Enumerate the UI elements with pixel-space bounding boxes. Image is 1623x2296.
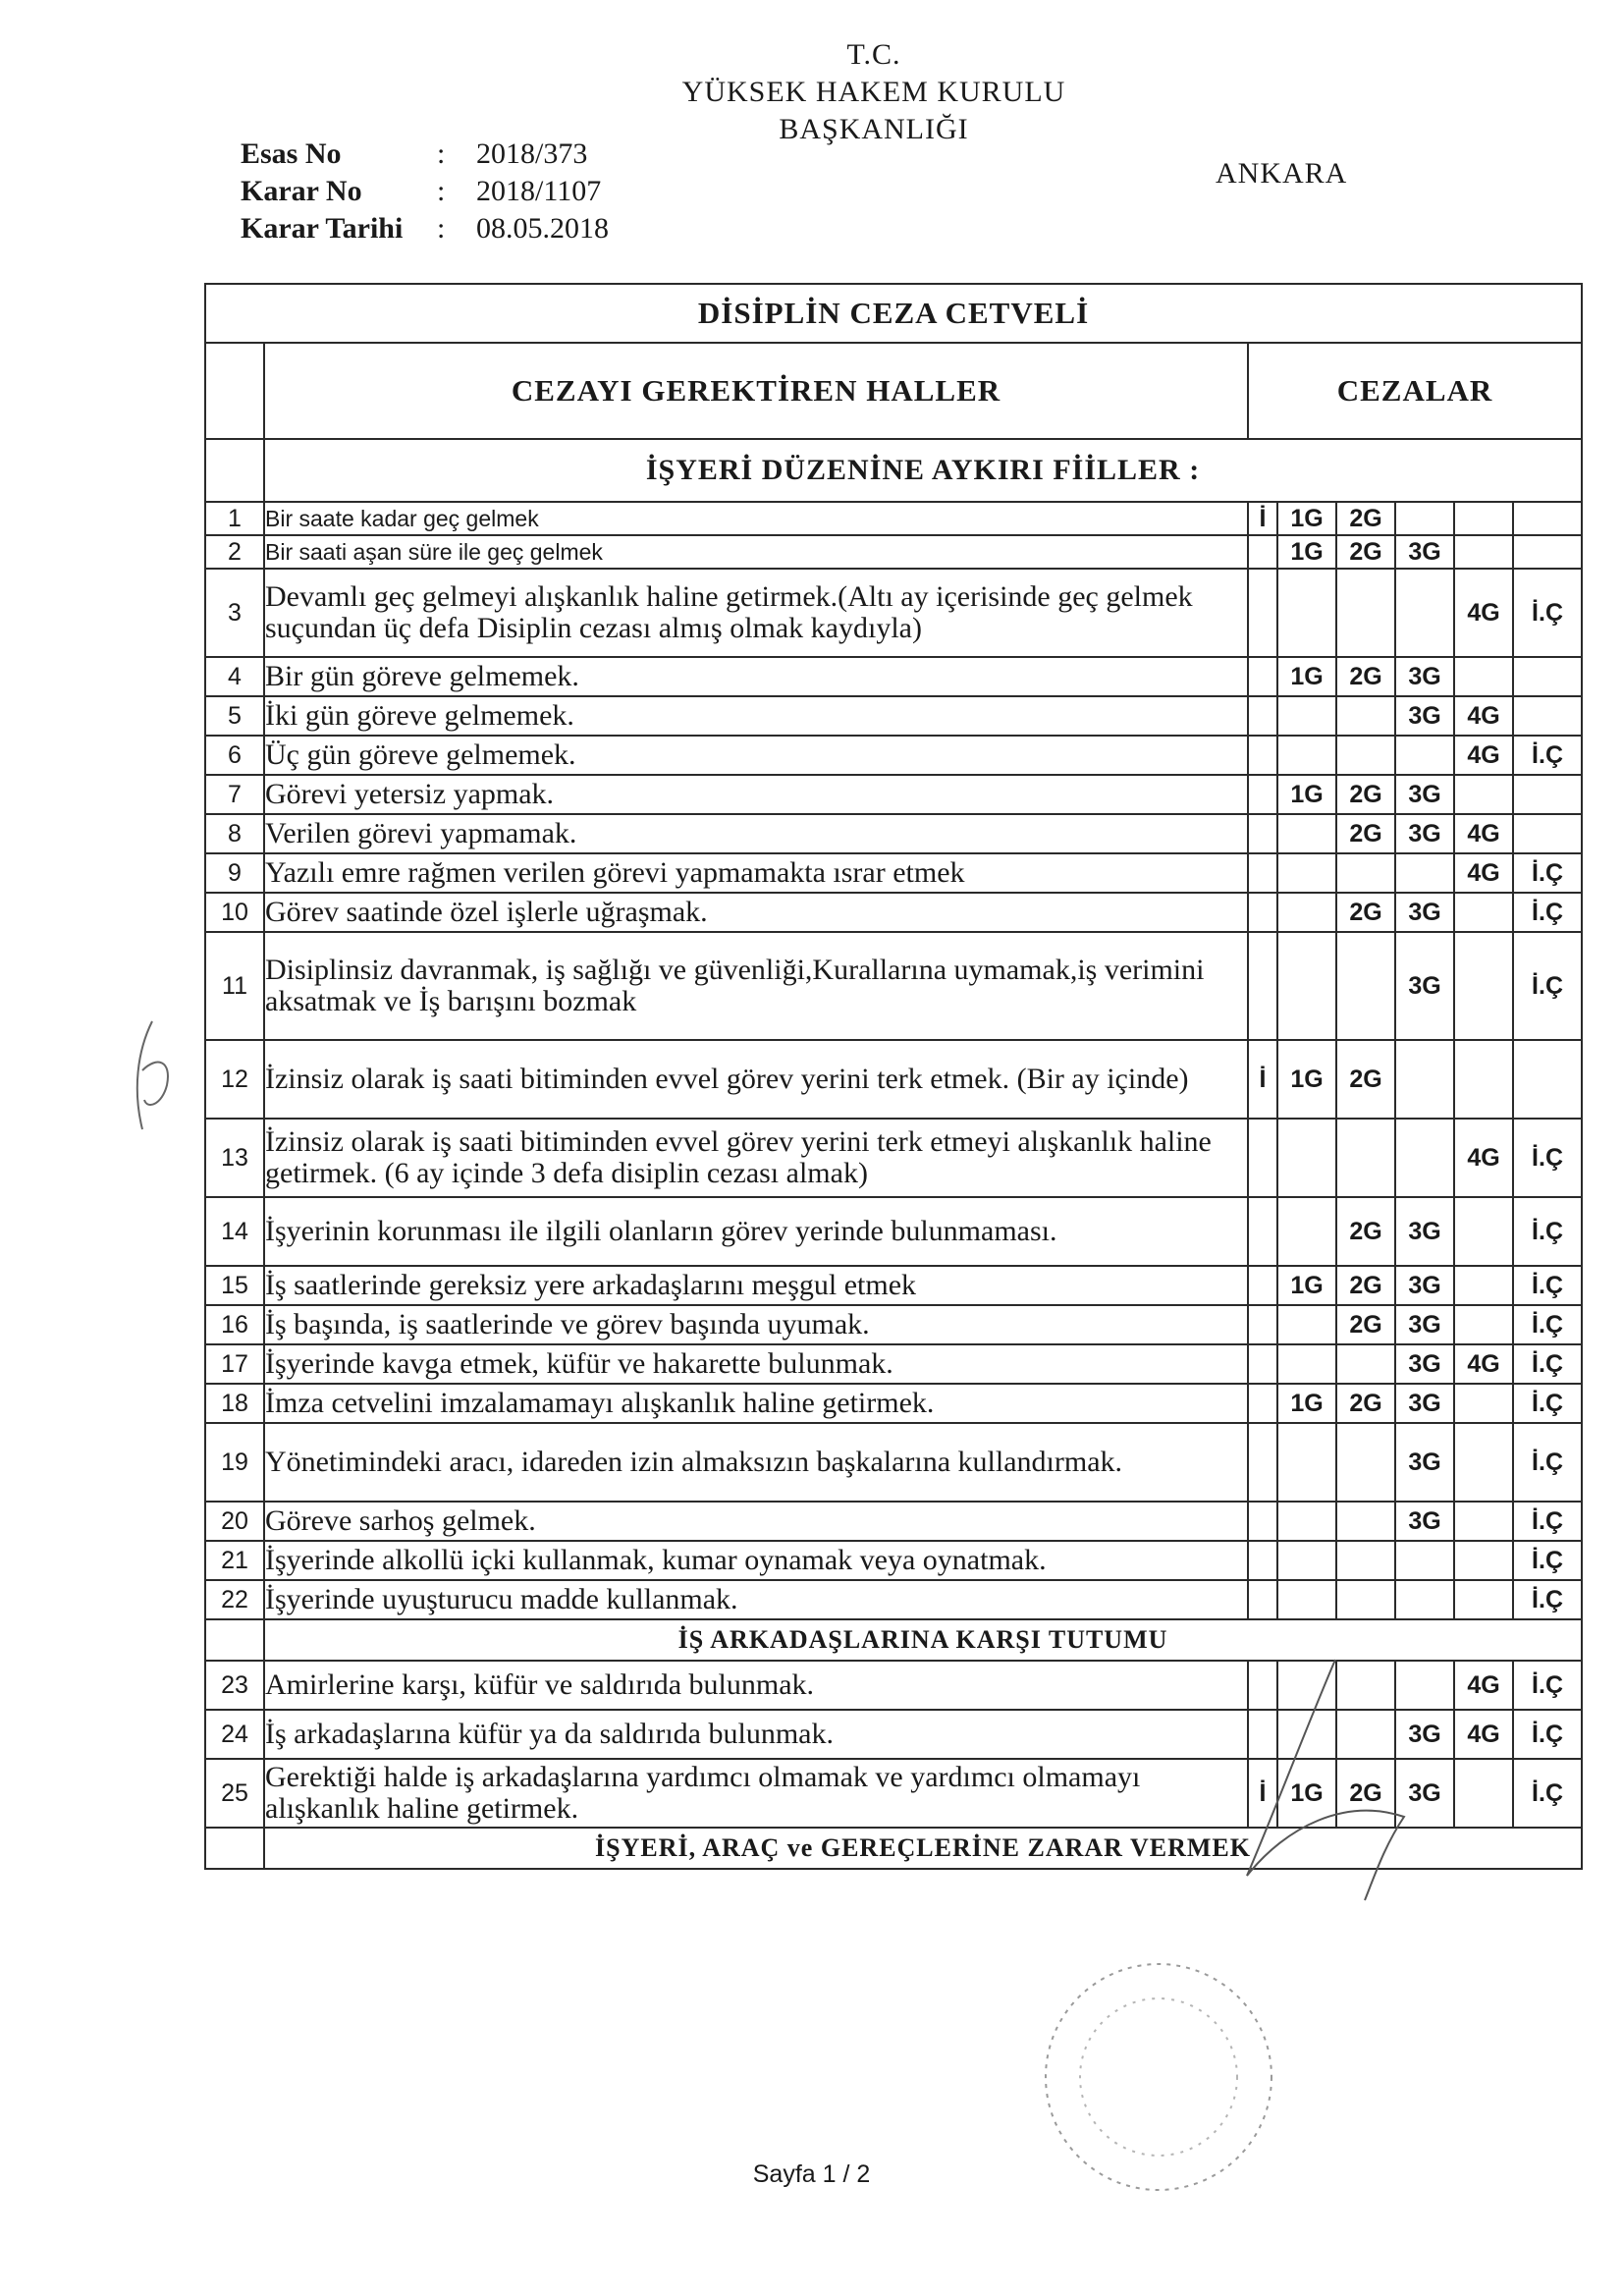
penalty-cell: 3G [1395,1266,1454,1305]
column-header-row [205,343,1582,439]
section-title-equipment-damage: İŞYERİ, ARAÇ ve GEREÇLERİNE ZARAR VERMEK [264,1828,1582,1869]
penalty-cell [1277,569,1336,657]
colon: : [437,137,446,170]
penalty-cell: 3G [1395,1197,1454,1266]
colon: : [437,212,446,245]
table-row [205,1384,1582,1423]
case-number-row [241,136,609,173]
penalty-cell: İ.Ç [1513,736,1582,775]
penalty-cell: İ.Ç [1513,853,1582,893]
penalty-cell [1248,1541,1277,1580]
penalty-cell: İ.Ç [1513,1661,1582,1710]
penalty-cell [1454,1759,1513,1828]
table-row [205,1541,1582,1580]
penalty-cell [1248,1661,1277,1710]
penalty-cell: 1G [1277,1040,1336,1119]
penalty-cell [1336,1541,1395,1580]
row-description: Verilen görevi yapmamak. [264,814,1248,853]
row-description: İşyerinde uyuşturucu madde kullanmak. [264,1580,1248,1619]
table-row [205,736,1582,775]
penalty-cell: 3G [1395,893,1454,932]
penalty-cell [1454,775,1513,814]
table-row [205,814,1582,853]
penalty-cell [1454,1040,1513,1119]
row-number: 10 [205,893,264,932]
row-number: 24 [205,1710,264,1759]
penalty-cell [1395,736,1454,775]
table-row [205,502,1582,535]
penalty-cell [1513,502,1582,535]
penalty-cell: İ.Ç [1513,1266,1582,1305]
penalty-cell [1454,893,1513,932]
row-description: Yönetimindeki aracı, idareden izin almaksızın başkalarına kullandırmak. [264,1423,1248,1502]
penalty-cell [1336,1119,1395,1197]
penalty-cell [1336,1710,1395,1759]
penalty-cell: 2G [1336,1305,1395,1344]
penalty-cell [1513,535,1582,569]
penalty-cell: 1G [1277,1266,1336,1305]
penalty-cell: 4G [1454,696,1513,736]
penalty-cell [1454,1502,1513,1541]
penalty-cell [1248,1305,1277,1344]
penalty-cell [1277,932,1336,1040]
penalty-cell [1248,893,1277,932]
row-number: 20 [205,1502,264,1541]
case-info [241,136,609,247]
penalty-cell [1248,1197,1277,1266]
penalty-cell: 3G [1395,1384,1454,1423]
penalty-cell: 2G [1336,1384,1395,1423]
penalty-cell [1336,569,1395,657]
penalty-cell: 1G [1277,775,1336,814]
penalty-cell [1248,535,1277,569]
penalty-cell: 2G [1336,1040,1395,1119]
penalty-cell [1513,814,1582,853]
penalty-cell [1248,1344,1277,1384]
row-number: 23 [205,1661,264,1710]
penalty-cell: 2G [1336,1266,1395,1305]
row-description: İmza cetvelini imzalamamayı alışkanlık haline getirmek. [264,1384,1248,1423]
penalty-cell: 3G [1395,1344,1454,1384]
penalty-cell: 3G [1395,775,1454,814]
penalty-cell [1395,502,1454,535]
penalty-cell: İ [1248,1759,1277,1828]
penalty-cell: İ.Ç [1513,1541,1582,1580]
penalty-cell: 1G [1277,502,1336,535]
penalty-cell: 1G [1277,657,1336,696]
penalty-cell: İ.Ç [1513,1423,1582,1502]
case-number-label: Esas No [241,137,342,170]
row-number: 15 [205,1266,264,1305]
penalty-cell: 2G [1336,1197,1395,1266]
penalty-cell: 3G [1395,1502,1454,1541]
table-row [205,569,1582,657]
table-row [205,1759,1582,1828]
penalty-cell [1395,1661,1454,1710]
header-institution: YÜKSEK HAKEM KURULU [681,76,1066,108]
penalties-column-header: CEZALAR [1248,343,1582,439]
penalty-cell [1395,1040,1454,1119]
penalty-cell [1248,775,1277,814]
penalty-cell [1513,657,1582,696]
penalty-table [204,283,1583,1870]
penalty-cell [1248,736,1277,775]
table-row [205,1040,1582,1119]
row-number: 1 [205,502,264,535]
penalty-cell: 2G [1336,535,1395,569]
section-title-colleagues: İŞ ARKADAŞLARINA KARŞI TUTUMU [264,1619,1582,1661]
table-row [205,893,1582,932]
row-number: 12 [205,1040,264,1119]
row-number: 16 [205,1305,264,1344]
penalty-cell: 2G [1336,775,1395,814]
penalty-cell [1277,1197,1336,1266]
penalty-cell [1336,696,1395,736]
decision-number-row [241,173,609,210]
row-number: 18 [205,1384,264,1423]
penalty-cell [1277,1710,1336,1759]
decision-date-value: 08.05.2018 [476,212,609,245]
penalty-cell: 4G [1454,736,1513,775]
penalty-cell [1336,1580,1395,1619]
penalty-cell [1248,1502,1277,1541]
table-row [205,1661,1582,1710]
table-row [205,1423,1582,1502]
page-number: Sayfa 1 / 2 [752,2160,871,2188]
decision-number-label: Karar No [241,175,362,207]
row-description: Devamlı geç gelmeyi alışkanlık haline getirmek.(Altı ay içerisinde geç gelmek suçundan üç defa Disiplin cezası almış olmak kaydıyla) [264,569,1248,657]
penalty-cell [1454,1305,1513,1344]
penalty-cell [1277,1119,1336,1197]
penalty-cell: 1G [1277,535,1336,569]
row-number: 25 [205,1759,264,1828]
case-number-value: 2018/373 [476,137,588,170]
row-description: İzinsiz olarak iş saati bitiminden evvel görev yerini terk etmek. (Bir ay içinde) [264,1040,1248,1119]
penalty-cell [1454,932,1513,1040]
penalty-cell [1513,1040,1582,1119]
row-number: 4 [205,657,264,696]
penalty-cell: İ.Ç [1513,1384,1582,1423]
penalty-cell [1395,853,1454,893]
penalty-cell [1336,1344,1395,1384]
penalty-cell: İ.Ç [1513,1119,1582,1197]
penalty-cell: 3G [1395,657,1454,696]
penalty-cell [1248,657,1277,696]
section-spacer [205,1619,264,1661]
row-number: 7 [205,775,264,814]
row-number: 21 [205,1541,264,1580]
table-row [205,853,1582,893]
penalty-cell [1248,932,1277,1040]
penalty-cell: İ.Ç [1513,569,1582,657]
penalty-cell: 2G [1336,657,1395,696]
penalty-cell: 3G [1395,814,1454,853]
penalty-cell [1248,1423,1277,1502]
conditions-column-header: CEZAYI GEREKTİREN HALLER [264,343,1248,439]
section-row [205,1828,1582,1869]
row-description: İş saatlerinde gereksiz yere arkadaşlarını meşgul etmek [264,1266,1248,1305]
penalty-cell [1336,853,1395,893]
penalty-cell: 4G [1454,1661,1513,1710]
penalty-cell: İ.Ç [1513,1710,1582,1759]
penalty-cell [1248,1710,1277,1759]
table-row [205,535,1582,569]
penalty-cell: 2G [1336,502,1395,535]
row-description: İşyerinde alkollü içki kullanmak, kumar oynamak veya oynatmak. [264,1541,1248,1580]
penalty-cell [1454,502,1513,535]
row-description: Bir gün göreve gelmemek. [264,657,1248,696]
row-number: 22 [205,1580,264,1619]
row-description: Görev saatinde özel işlerle uğraşmak. [264,893,1248,932]
penalty-cell: 3G [1395,1759,1454,1828]
penalty-cell [1513,696,1582,736]
table-row [205,1266,1582,1305]
row-number: 11 [205,932,264,1040]
penalty-cell: İ.Ç [1513,1759,1582,1828]
penalty-cell [1277,1423,1336,1502]
penalty-cell: 4G [1454,1710,1513,1759]
section-row [205,439,1582,502]
penalty-cell [1277,853,1336,893]
penalty-cell [1513,775,1582,814]
row-description: Yazılı emre rağmen verilen görevi yapmamakta ısrar etmek [264,853,1248,893]
penalty-cell: 2G [1336,1759,1395,1828]
row-description: Bir saate kadar geç gelmek [264,502,1248,535]
row-description: İşyerinin korunması ile ilgili olanların görev yerinde bulunmaması. [264,1197,1248,1266]
row-description: İş arkadaşlarına küfür ya da saldırıda bulunmak. [264,1710,1248,1759]
table-row [205,1344,1582,1384]
penalty-cell [1454,1384,1513,1423]
section-spacer [205,439,264,502]
table-title-row [205,284,1582,343]
row-description: İşyerinde kavga etmek, küfür ve hakarette bulunmak. [264,1344,1248,1384]
penalty-cell [1454,1423,1513,1502]
penalty-cell [1277,1344,1336,1384]
penalty-cell: 3G [1395,1423,1454,1502]
penalty-cell [1336,736,1395,775]
city: ANKARA [1216,157,1348,190]
penalty-cell: İ.Ç [1513,1197,1582,1266]
penalty-cell [1454,1541,1513,1580]
row-number: 14 [205,1197,264,1266]
penalty-cell: 4G [1454,853,1513,893]
penalty-cell [1277,1580,1336,1619]
penalty-cell: 4G [1454,569,1513,657]
penalty-cell: İ.Ç [1513,1344,1582,1384]
penalty-cell [1277,893,1336,932]
penalty-cell [1395,1119,1454,1197]
penalty-cell [1248,1384,1277,1423]
decision-date-label: Karar Tarihi [241,212,404,245]
row-number: 3 [205,569,264,657]
penalty-cell [1454,1266,1513,1305]
row-number: 5 [205,696,264,736]
decision-number-value: 2018/1107 [476,175,602,207]
penalty-cell [1277,1502,1336,1541]
row-description: İş başında, iş saatlerinde ve görev başında uyumak. [264,1305,1248,1344]
penalty-cell [1248,1580,1277,1619]
table-row [205,1710,1582,1759]
penalty-cell: 2G [1336,814,1395,853]
penalty-cell [1248,853,1277,893]
penalty-cell: 1G [1277,1384,1336,1423]
penalty-cell: İ.Ç [1513,932,1582,1040]
row-number: 2 [205,535,264,569]
table-row [205,1580,1582,1619]
row-description: İki gün göreve gelmemek. [264,696,1248,736]
penalty-cell [1248,814,1277,853]
row-description: Gerektiği halde iş arkadaşlarına yardımcı olmamak ve yardımcı olmamayı alışkanlık haline getirmek. [264,1759,1248,1828]
number-column-header [205,343,264,439]
penalty-cell: 3G [1395,1710,1454,1759]
penalty-cell [1454,657,1513,696]
penalty-cell: 4G [1454,1119,1513,1197]
penalty-cell [1336,1423,1395,1502]
penalty-cell [1277,736,1336,775]
row-description: Bir saati aşan süre ile geç gelmek [264,535,1248,569]
penalty-cell [1336,1661,1395,1710]
penalty-cell [1248,569,1277,657]
penalty-cell [1395,569,1454,657]
table-row [205,1119,1582,1197]
penalty-cell [1336,1502,1395,1541]
penalty-cell [1395,1580,1454,1619]
table-row [205,1305,1582,1344]
penalty-cell: 3G [1395,932,1454,1040]
row-number: 19 [205,1423,264,1502]
penalty-cell: 3G [1395,696,1454,736]
penalty-cell [1454,1197,1513,1266]
table-row [205,1197,1582,1266]
row-description: Göreve sarhoş gelmek. [264,1502,1248,1541]
table-row [205,775,1582,814]
handwritten-mark [113,1011,191,1149]
penalty-cell [1336,932,1395,1040]
penalty-cell [1395,1541,1454,1580]
penalty-cell: İ.Ç [1513,1580,1582,1619]
penalty-cell [1454,1580,1513,1619]
decision-date-row [241,210,609,247]
row-number: 8 [205,814,264,853]
penalty-cell [1248,1119,1277,1197]
table-row [205,657,1582,696]
penalty-cell: 4G [1454,814,1513,853]
row-description: Disiplinsiz davranmak, iş sağlığı ve güvenliği,Kurallarına uymamak,iş verimini aksatmak ve İş barışını bozmak [264,932,1248,1040]
table-row [205,932,1582,1040]
row-description: Görevi yetersiz yapmak. [264,775,1248,814]
row-description: İzinsiz olarak iş saati bitiminden evvel görev yerini terk etmeyi alışkanlık haline getirmek. (6 ay içinde 3 defa disiplin cezası almak) [264,1119,1248,1197]
penalty-cell [1277,814,1336,853]
penalty-cell: İ.Ç [1513,893,1582,932]
row-number: 13 [205,1119,264,1197]
row-number: 6 [205,736,264,775]
colon: : [437,175,446,207]
table-title: DİSİPLİN CEZA CETVELİ [205,284,1582,343]
section-row [205,1619,1582,1661]
penalty-cell: İ [1248,502,1277,535]
penalty-cell: 1G [1277,1759,1336,1828]
penalty-cell: 3G [1395,1305,1454,1344]
penalty-cell [1277,1305,1336,1344]
table-row [205,1502,1582,1541]
penalty-cell: 4G [1454,1344,1513,1384]
header-tc: T.C. [846,38,901,71]
section-title-workplace-order: İŞYERİ DÜZENİNE AYKIRI FİİLLER : [264,439,1582,502]
table-row [205,696,1582,736]
penalty-cell: İ.Ç [1513,1305,1582,1344]
penalty-cell [1248,696,1277,736]
penalty-cell: 2G [1336,893,1395,932]
penalty-cell: İ.Ç [1513,1502,1582,1541]
penalty-cell [1248,1266,1277,1305]
penalty-cell: İ [1248,1040,1277,1119]
penalty-cell [1277,1661,1336,1710]
section-spacer [205,1828,264,1869]
row-number: 17 [205,1344,264,1384]
row-description: Üç gün göreve gelmemek. [264,736,1248,775]
header-presidency: BAŞKANLIĞI [779,113,969,145]
row-number: 9 [205,853,264,893]
penalty-cell [1277,1541,1336,1580]
penalty-cell [1454,535,1513,569]
penalty-cell: 3G [1395,535,1454,569]
row-description: Amirlerine karşı, küfür ve saldırıda bulunmak. [264,1661,1248,1710]
penalty-cell [1277,696,1336,736]
